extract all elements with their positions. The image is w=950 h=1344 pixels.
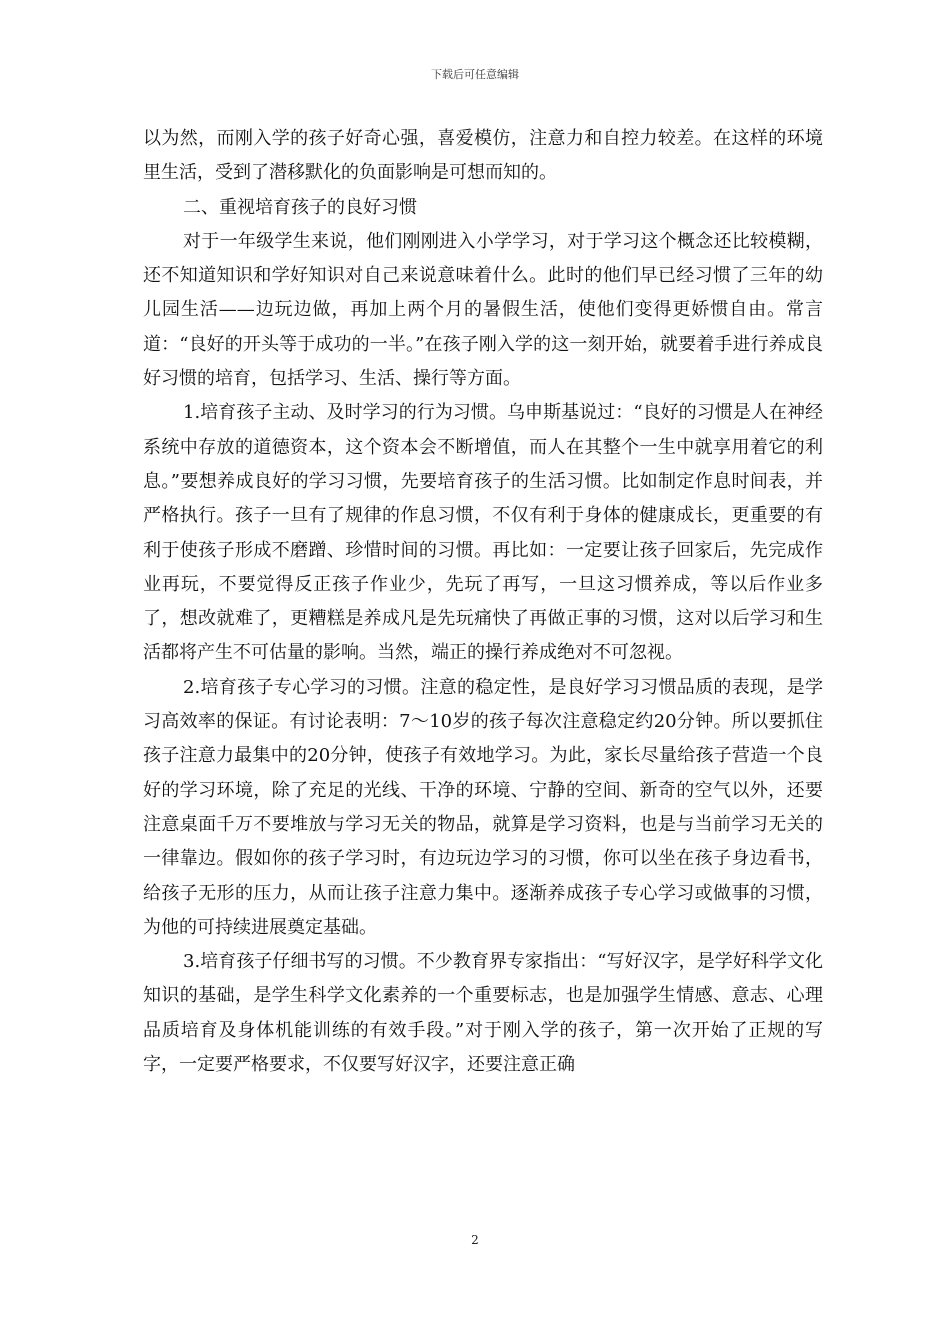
paragraph: 1.培育孩子主动、及时学习的行为习惯。乌申斯基说过：“良好的习惯是人在神经系统中存放的道德资本，这个资本会不断增值，而人在其整个一生中就享用着它的利息。”要想养成良好的学习习惯，先要培育孩子的生活习惯。比如制定作息时间表，并严格执行。孩子一旦有了规律的作息习惯，不仅有利于身体的健康成长，更重要的有利于使孩子形成不磨蹭、珍惜时间的习惯。再比如：一定要让孩子回家后，先完成作业再玩，不要觉得反正孩子作业少，先玩了再写，一旦这习惯养成，等以后作业多了，想改就难了，更糟糕是养成凡是先玩痛快了再做正事的习惯，这对以后学习和生活都将产生不可估量的影响。当然，端正的操行养成绝对不可忽视。 [143,402,823,664]
paragraph-continuation: 以为然，而刚入学的孩子好奇心强，喜爱模仿，注意力和自控力较差。在这样的环境里生活，受到了潜移默化的负面影响是可想而知的。 [143,128,823,184]
section-heading: 二、重视培育孩子的良好习惯 [183,196,417,218]
page-number: 2 [471,1233,479,1247]
paragraph: 对于一年级学生来说，他们刚刚进入小学学习，对于学习这个概念还比较模糊，还不知道知识和学好知识对自己来说意味着什么。此时的他们早已经习惯了三年的幼儿园生活——边玩边做，再加上两个月的暑假生活，使他们变得更娇惯自由。常言道：“良好的开头等于成功的一半。”在孩子刚入学的这一刻开始，就要着手进行养成良好习惯的培育，包括学习、生活、操行等方面。 [143,230,823,390]
paragraph: 3.培育孩子仔细书写的习惯。不少教育界专家指出：“写好汉字，是学好科学文化知识的基础，是学生科学文化素养的一个重要标志，也是加强学生情感、意志、心理品质培育及身体机能训练的有效手段。”对于刚入学的孩子，第一次开始了正规的写字，一定要严格要求，不仅要写好汉字，还要注意正确 [143,951,823,1076]
document-body [143,122,823,1082]
page-header: 下载后可任意编辑 [431,68,519,81]
paragraph: 2.培育孩子专心学习的习惯。注意的稳定性，是良好学习习惯品质的表现，是学习高效率的保证。有讨论表明：7～10岁的孩子每次注意稳定约20分钟。所以要抓住孩子注意力最集中的20分钟，使孩子有效地学习。为此，家长尽量给孩子营造一个良好的学习环境，除了充足的光线、干净的环境、宁静的空间、新奇的空气以外，还要注意桌面千万不要堆放与学习无关的物品，就算是学习资料，也是与当前学习无关的一律靠边。假如你的孩子学习时，有边玩边学习的习惯，你可以坐在孩子身边看书，给孩子无形的压力，从而让孩子注意力集中。逐渐养成孩子专心学习或做事的习惯，为他的可持续进展奠定基础。 [143,676,823,938]
